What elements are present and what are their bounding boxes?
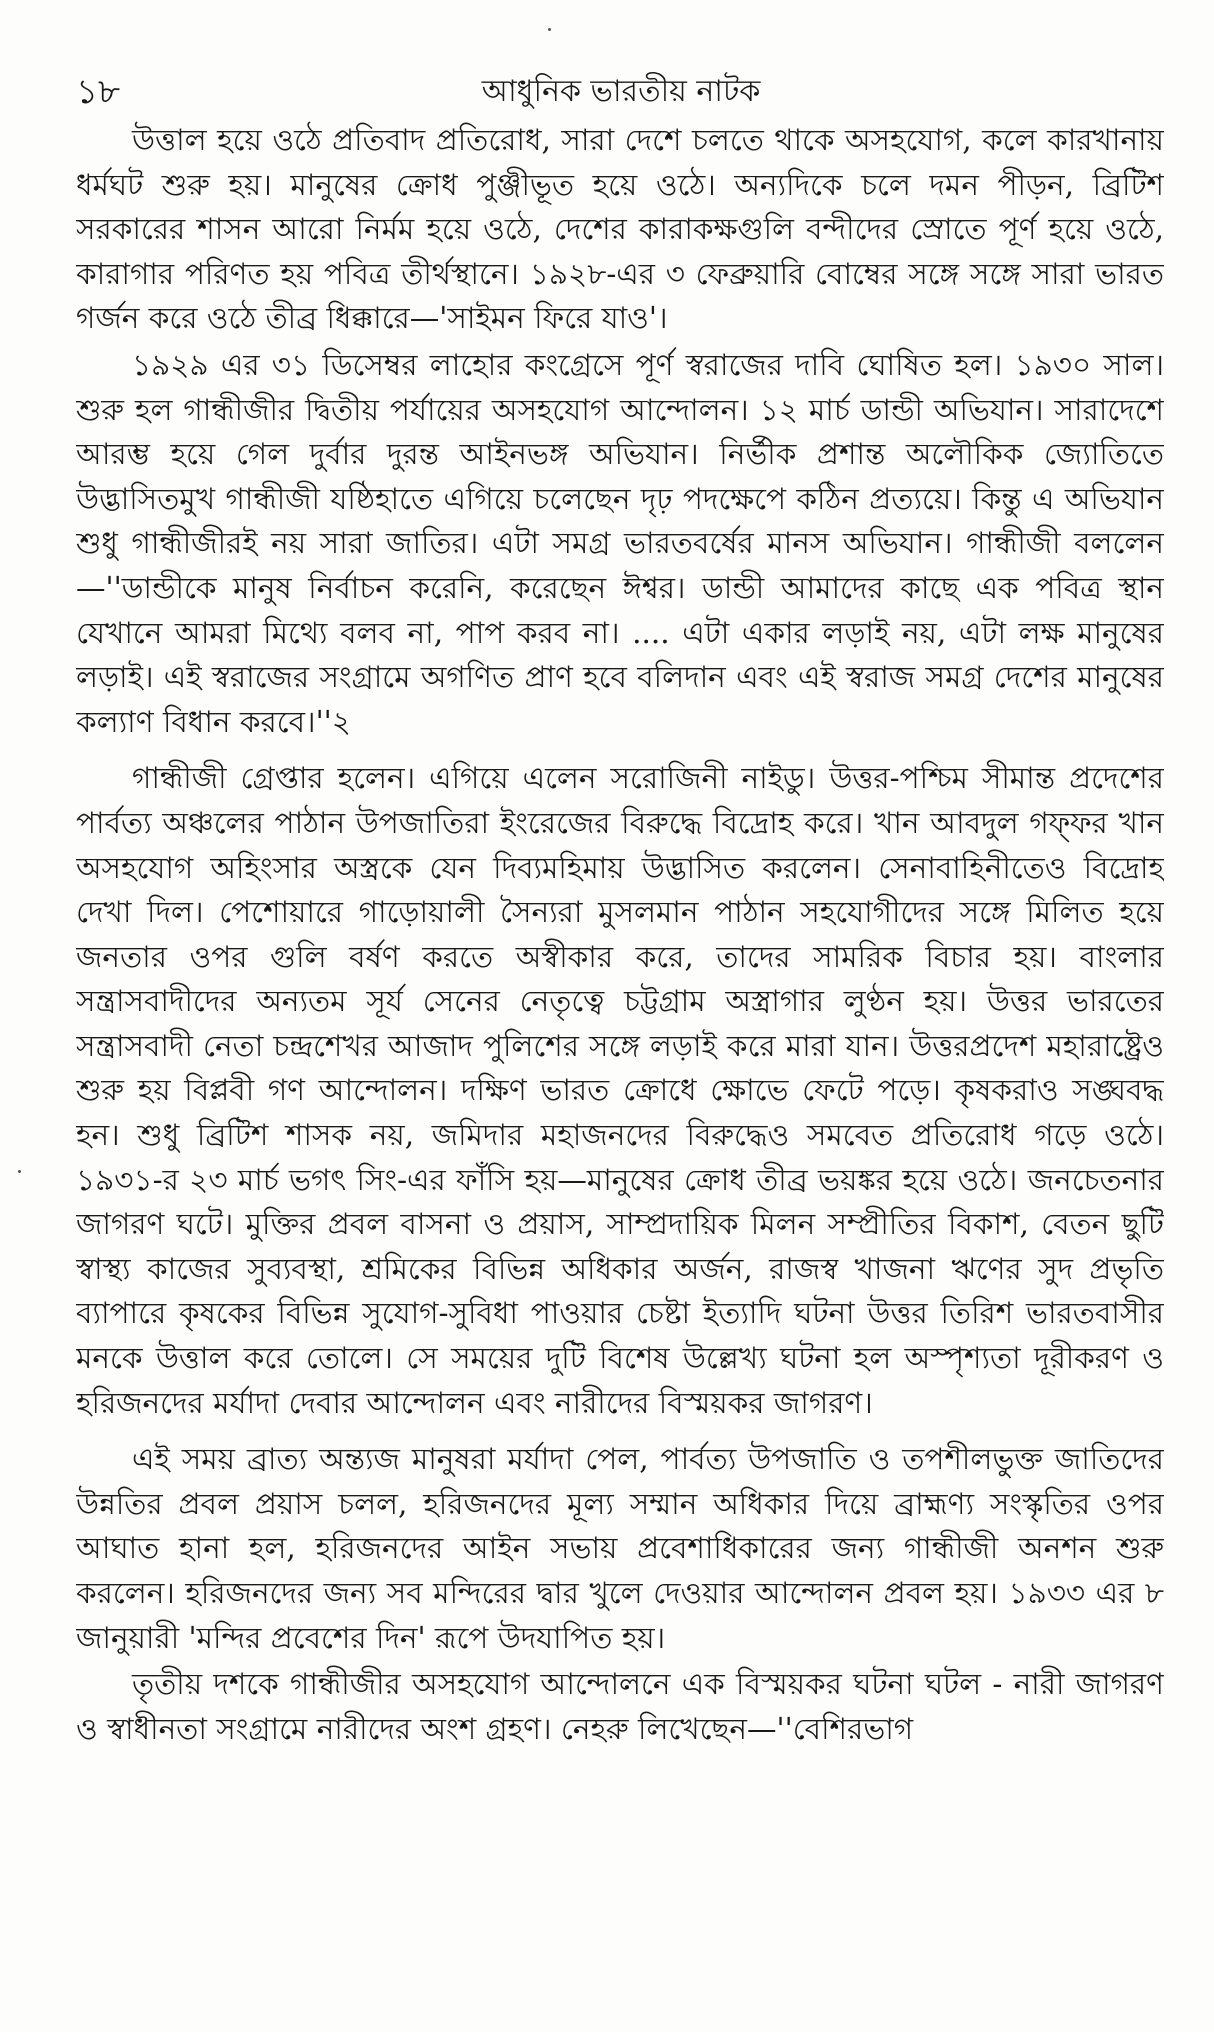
paragraph-1: উত্তাল হয়ে ওঠে প্রতিবাদ প্রতিরোধ, সারা দেশে চলতে থাকে অসহযোগ, কলে কারখানায় ধর্মঘট শুরু হয়। মানুষের ক্রোধ পুঞ্জীভূত হয়ে ওঠে। অন্যদিকে চলে দমন পীড়ন, ব্রিটিশ সরকারের শাসন আরো নির্মম হয়ে ওঠে, দেশের কারাকক্ষগুলি বন্দীদের স্রোতে পূর্ণ হয়ে ওঠে, কারাগার পরিণত হয় পবিত্র তীর্থস্থানে। ১৯২৮-এর ৩ ফেব্রুয়ারি বোম্বের সঙ্গে সঙ্গে সারা ভারত গর্জন করে ওঠে তীব্র ধিক্কারে—'সাইমন ফিরে যাও'। bbox=[76, 123, 1164, 336]
print-speck bbox=[548, 28, 551, 31]
page-header bbox=[76, 72, 1166, 122]
page-number: ১৮ bbox=[76, 72, 121, 112]
paragraph-5: তৃতীয় দশকে গান্ধীজীর অসহযোগ আন্দোলনে এক বিস্ময়কর ঘটনা ঘটল - নারী জাগরণ ও স্বাধীনতা সংগ্রামে নারীদের অংশ গ্রহণ। নেহরু লিখেছেন—''বেশিরভাগ bbox=[76, 1667, 1164, 1746]
paragraph-2: ১৯২৯ এর ৩১ ডিসেম্বর লাহোর কংগ্রেসে পূর্ণ স্বরাজের দাবি ঘোষিত হল। ১৯৩০ সাল। শুরু হল গান্ধীজীর দ্বিতীয় পর্যায়ের অসহযোগ আন্দোলন। ১২ মার্চ ডান্ডী অভিযান। সারাদেশে আরম্ভ হয়ে গেল দুর্বার দুরন্ত আইনভঙ্গ অভিযান। নির্ভীক প্রশান্ত অলৌকিক জ্যোতিতে উদ্ভাসিতমুখ গান্ধীজী যষ্ঠিহাতে এগিয়ে চলেছেন দৃঢ় পদক্ষেপে কঠিন প্রত্যয়ে। কিন্তু এ অভিযান শুধু গান্ধীজীরই নয় সারা জাতির। এটা সমগ্র ভারতবর্ষের মানস অভিযান। গান্ধীজী বললেন—''ডান্ডীকে মানুষ নির্বাচন করেনি, করেছেন ঈশ্বর। ডান্ডী আমাদের কাছে এক পবিত্র স্থান যেখানে আমরা মিথ্যে বলব না, পাপ করব না। .... এটা একার লড়াই নয়, এটা লক্ষ মানুষের লড়াই। এই স্বরাজের সংগ্রামে অগণিত প্রাণ হবে বলিদান এবং এই স্বরাজ সমগ্র দেশের মানুষের কল্যাণ বিধান করবে।''২ bbox=[76, 347, 1164, 739]
paragraph-4: এই সময় ব্রাত্য অন্ত্যজ মানুষরা মর্যাদা পেল, পার্বত্য উপজাতি ও তপশীলভুক্ত জাতিদের উন্নতির প্রবল প্রয়াস চলল, হরিজনদের মূল্য সম্মান অধিকার দিয়ে ব্রাহ্মণ্য সংস্কৃতির ওপর আঘাত হানা হল, হরিজনদের আইন সভায় প্রবেশাধিকারের জন্য গান্ধীজী অনশন শুরু করলেন। হরিজনদের জন্য সব মন্দিরের দ্বার খুলে দেওয়ার আন্দোলন প্রবল হয়। ১৯৩৩ এর ৮ জানুয়ারী 'মন্দির প্রবেশের দিন' রূপে উদযাপিত হয়। bbox=[76, 1442, 1164, 1655]
body-text bbox=[76, 118, 1164, 2018]
print-speck bbox=[18, 1170, 21, 1173]
paragraph-3: গান্ধীজী গ্রেপ্তার হলেন। এগিয়ে এলেন সরোজিনী নাইডু। উত্তর-পশ্চিম সীমান্ত প্রদেশের পার্বত্য অঞ্চলের পাঠান উপজাতিরা ইংরেজের বিরুদ্ধে বিদ্রোহ করে। খান আবদুল গফ্ফর খান অসহযোগ অহিংসার অস্ত্রকে যেন দিব্যমহিমায় উদ্ভাসিত করলেন। সেনাবাহিনীতেও বিদ্রোহ দেখা দিল। পেশোয়ারে গাড়োয়ালী সৈন্যরা মুসলমান পাঠান সহযোগীদের সঙ্গে মিলিত হয়ে জনতার ওপর গুলি বর্ষণ করতে অস্বীকার করে, তাদের সামরিক বিচার হয়। বাংলার সন্ত্রাসবাদীদের অন্যতম সূর্য সেনের নেতৃত্বে চট্টগ্রাম অস্ত্রাগার লুণ্ঠন হয়। উত্তর ভারতের সন্ত্রাসবাদী নেতা চন্দ্রশেখর আজাদ পুলিশের সঙ্গে লড়াই করে মারা যান। উত্তরপ্রদেশ মহারাষ্ট্রেও শুরু হয় বিপ্লবী গণ আন্দোলন। দক্ষিণ ভারত ক্রোধে ক্ষোভে ফেটে পড়ে। কৃষকরাও সঙ্ঘবদ্ধ হন। শুধু ব্রিটিশ শাসক নয়, জমিদার মহাজনদের বিরুদ্ধেও সমবেত প্রতিরোধ গড়ে ওঠে। ১৯৩১-র ২৩ মার্চ ভগৎ সিং-এর ফাঁসি হয়—মানুষের ক্রোধ তীব্র ভয়ঙ্কর হয়ে ওঠে। জনচেতনার জাগরণ ঘটে। মুক্তির প্রবল বাসনা ও প্রয়াস, সাম্প্রদায়িক মিলন সম্প্রীতির বিকাশ, বেতন ছুটি স্বাস্থ্য কাজের সুব্যবস্থা, শ্রমিকের বিভিন্ন অধিকার অর্জন, রাজস্ব খাজনা ঋণের সুদ প্রভৃতি ব্যাপারে কৃষকের বিভিন্ন সুযোগ-সুবিধা পাওয়ার চেষ্টা ইত্যাদি ঘটনা উত্তর তিরিশ ভারতবাসীর মনকে উত্তাল করে তোলে। সে সময়ের দুটি বিশেষ উল্লেখ্য ঘটনা হল অস্পৃশ্যতা দূরীকরণ ও হরিজনদের মর্যাদা দেবার আন্দোলন এবং নারীদের বিস্ময়কর জাগরণ। bbox=[76, 761, 1164, 1420]
running-title: আধুনিক ভারতীয় নাটক bbox=[481, 74, 761, 109]
